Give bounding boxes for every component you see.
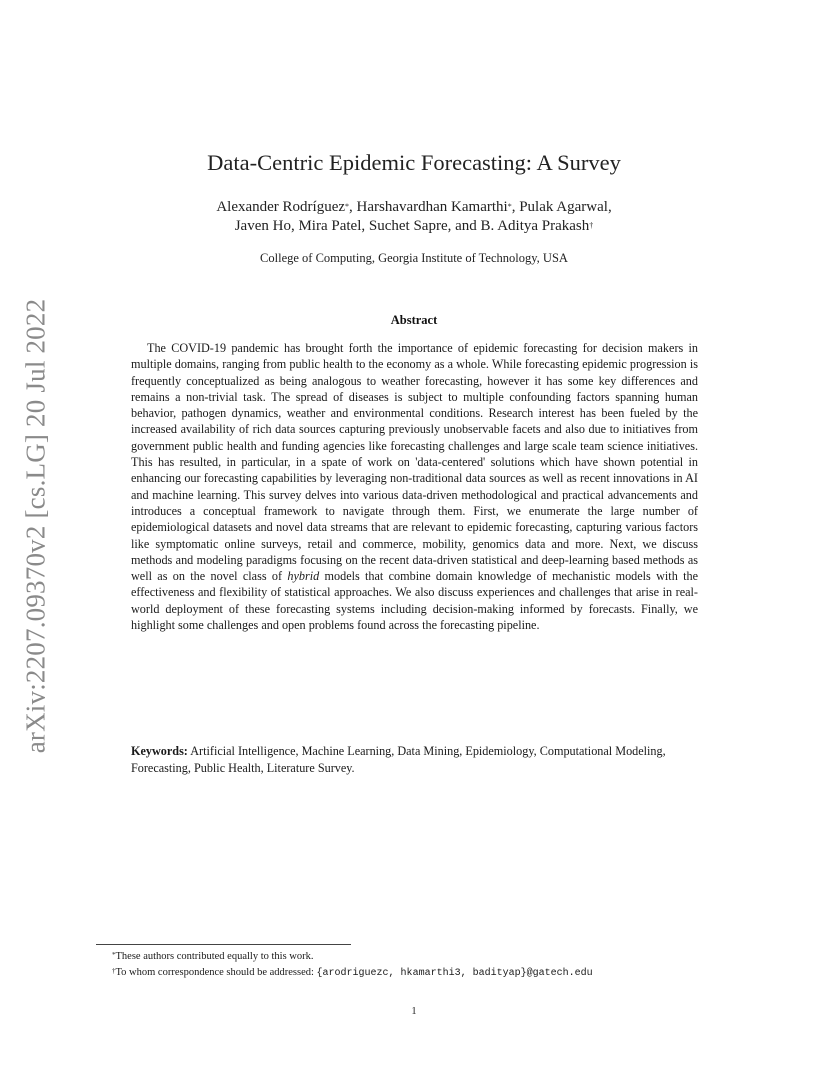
author-line-2: [0, 217, 828, 236]
author-separator: , and: [447, 218, 481, 234]
abstract-text: models that combine domain knowledge of mechanistic models with the effectiveness and flexibility of statistical approaches. We also discuss experiences and challenges that arise in real-world deployment of these forecasting systems including decision-making informed by forecasts. Finally, we highlight some challenges and open problems found across the forecasting pipeline.: [131, 569, 698, 633]
author-name: Alexander Rodríguez: [216, 199, 346, 215]
author-name: Javen Ho: [234, 218, 291, 234]
footnote-mark: †: [112, 967, 116, 975]
author-name: Mira Patel: [298, 218, 362, 234]
author-separator: ,: [511, 199, 520, 215]
abstract-heading: Abstract: [390, 313, 438, 327]
abstract-emphasis: hybrid: [287, 569, 320, 584]
footnote-correspondence: [112, 965, 593, 982]
author-name: Suchet Sapre: [368, 218, 448, 234]
author-mark: *: [345, 202, 350, 211]
page-number: 1: [411, 1006, 417, 1017]
author-mark: †: [589, 221, 594, 230]
arxiv-identifier-stamp: arXiv:2207.09370v2 [cs.LG] 20 Jul 2022: [20, 298, 51, 754]
author-affiliation: College of Computing, Georgia Institute of Technology, USA: [260, 251, 568, 265]
author-line-1: [0, 198, 828, 217]
author-list: [0, 198, 828, 236]
author-separator: ,: [607, 199, 612, 215]
correspondence-emails: {arodriguezc, hkamarthi3, badityap}@gatech.edu: [316, 968, 593, 979]
footnote-mark: *: [112, 951, 116, 959]
abstract-body: [131, 340, 698, 633]
author-separator: ,: [361, 218, 369, 234]
author-name: Pulak Agarwal: [519, 199, 608, 215]
footnote-text: These authors contributed equally to this work.: [115, 951, 314, 962]
keywords-paragraph: [131, 743, 701, 777]
author-mark: *: [507, 202, 512, 211]
author-separator: ,: [290, 218, 299, 234]
footnote-divider: [96, 944, 351, 945]
keywords-list: Artificial Intelligence, Machine Learning, Data Mining, Epidemiology, Computational Modeling, Forecasting, Public Health, Literature Survey.: [131, 744, 666, 775]
author-separator: ,: [349, 199, 357, 215]
author-name: Harshavardhan Kamarthi: [356, 199, 508, 215]
footnotes: [112, 949, 593, 982]
footnote-equal-contribution: [112, 949, 593, 965]
footnote-text: To whom correspondence should be addressed:: [115, 967, 317, 978]
paper-title: Data-Centric Epidemic Forecasting: A Survey: [207, 150, 621, 175]
author-name: B. Aditya Prakash: [480, 218, 590, 234]
abstract-text: The COVID-19 pandemic has brought forth the importance of epidemic forecasting for decision makers in multiple domains, ranging from public health to the economy as a whole. While forecasting epidemic progression is frequently conceptualized as being analogous to weather forecasting, however it has some key differences and remains a non-trivial task. The spread of diseases is subject to multiple confounding factors spanning human behavior, pathogen dynamics, weather and environmental conditions. Research interest has been fueled by the increased availability of rich data sources capturing previously unobservable facets and also due to initiatives from government public health and funding agencies like forecasting challenges and large scale team science initiatives. This has resulted, in particular, in a spate of work on 'data-centered' solutions which have shown potential in enhancing our forecasting capabilities by leveraging non-traditional data sources as well as recent innovations in AI and machine learning. This survey delves into various data-driven methodological and practical advancements and introduces a conceptual framework to navigate through them. First, we enumerate the large number of epidemiological datasets and novel data streams that are relevant to epidemic forecasting, capturing various factors like symptomatic online surveys, retail and commerce, mobility, genomics data and more. Next, we discuss methods and modeling paradigms focusing on the recent data-driven statistical and deep-learning based methods as well as on the novel class of: [131, 341, 698, 584]
keywords-label: Keywords:: [131, 744, 188, 758]
